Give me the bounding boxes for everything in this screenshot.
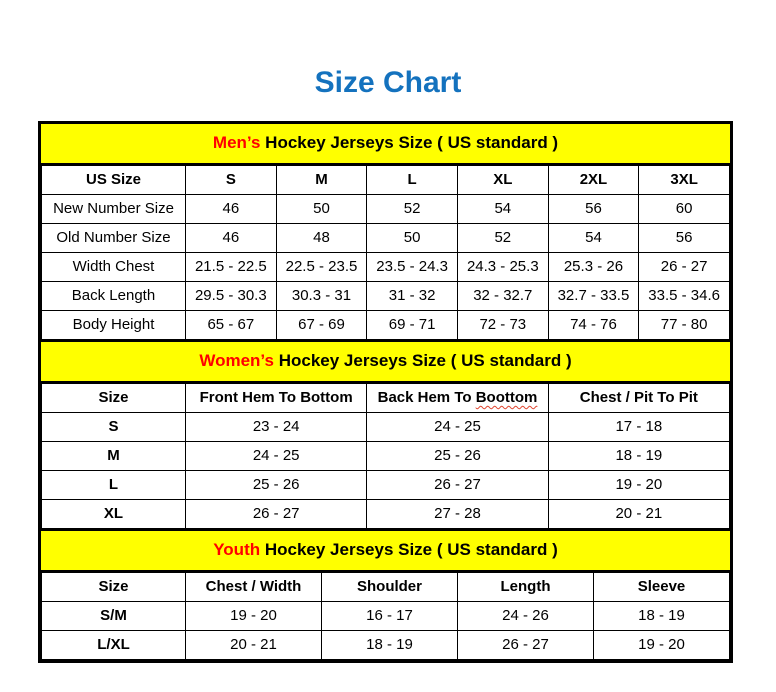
section-header-mens [41, 124, 730, 165]
column-header: L [367, 166, 458, 195]
section-title-rest: Hockey Jerseys Size ( US standard ) [260, 540, 558, 559]
size-value-cell: 32 - 32.7 [457, 282, 548, 311]
size-value-cell: 17 - 18 [548, 413, 729, 442]
size-value-cell: 72 - 73 [457, 311, 548, 340]
column-header: S [186, 166, 277, 195]
column-header: Front Hem To Bottom [186, 384, 367, 413]
size-chart-tables [38, 121, 733, 663]
table-row [42, 500, 730, 529]
row-label: S/M [42, 602, 186, 631]
size-value-cell: 60 [639, 195, 730, 224]
size-value-cell: 18 - 19 [322, 631, 458, 660]
size-value-cell: 30.3 - 31 [276, 282, 367, 311]
size-value-cell: 22.5 - 23.5 [276, 253, 367, 282]
section-title-accent: Women’s [199, 351, 274, 370]
size-value-cell: 21.5 - 22.5 [186, 253, 277, 282]
row-label: Old Number Size [42, 224, 186, 253]
column-header: XL [457, 166, 548, 195]
size-value-cell: 54 [548, 224, 639, 253]
size-value-cell: 16 - 17 [322, 602, 458, 631]
row-label: Body Height [42, 311, 186, 340]
column-header: 3XL [639, 166, 730, 195]
table-row [42, 224, 730, 253]
table-row [42, 442, 730, 471]
row-label: Width Chest [42, 253, 186, 282]
row-label: New Number Size [42, 195, 186, 224]
table-row [42, 311, 730, 340]
size-value-cell: 26 - 27 [458, 631, 594, 660]
size-value-cell: 26 - 27 [186, 500, 367, 529]
section-title-accent: Men’s [212, 133, 261, 152]
table-row [42, 253, 730, 282]
column-header: Length [458, 573, 594, 602]
size-value-cell: 33.5 - 34.6 [639, 282, 730, 311]
table-body-mens [42, 195, 730, 340]
size-value-cell: 24 - 25 [367, 413, 548, 442]
size-value-cell: 19 - 20 [186, 602, 322, 631]
column-header: Sleeve [594, 573, 730, 602]
size-value-cell: 67 - 69 [276, 311, 367, 340]
misspelled-word: Boottom [475, 389, 538, 406]
size-value-cell: 74 - 76 [548, 311, 639, 340]
section-header-womens [41, 340, 730, 383]
column-header: Chest / Pit To Pit [548, 384, 729, 413]
size-value-cell: 52 [367, 195, 458, 224]
size-value-cell: 18 - 19 [548, 442, 729, 471]
header-row [42, 384, 730, 413]
column-header-row-mens [42, 166, 730, 195]
size-grid-womens [41, 383, 730, 529]
column-header: Size [42, 573, 186, 602]
table-body-youth [42, 602, 730, 660]
row-label: S [42, 413, 186, 442]
table-row [42, 602, 730, 631]
size-value-cell: 31 - 32 [367, 282, 458, 311]
table-row [42, 195, 730, 224]
size-value-cell: 20 - 21 [548, 500, 729, 529]
size-value-cell: 52 [457, 224, 548, 253]
size-value-cell: 23 - 24 [186, 413, 367, 442]
table-row [42, 631, 730, 660]
size-value-cell: 25 - 26 [186, 471, 367, 500]
size-value-cell: 19 - 20 [594, 631, 730, 660]
row-label: M [42, 442, 186, 471]
size-value-cell: 48 [276, 224, 367, 253]
size-value-cell: 25 - 26 [367, 442, 548, 471]
size-value-cell: 23.5 - 24.3 [367, 253, 458, 282]
page-title: Size Chart [314, 66, 462, 99]
column-header: M [276, 166, 367, 195]
size-table-youth [41, 529, 730, 660]
row-label: L/XL [42, 631, 186, 660]
size-value-cell: 25.3 - 26 [548, 253, 639, 282]
table-body-womens [42, 413, 730, 529]
size-value-cell: 56 [548, 195, 639, 224]
size-value-cell: 18 - 19 [594, 602, 730, 631]
section-header-youth [41, 529, 730, 572]
size-value-cell: 69 - 71 [367, 311, 458, 340]
table-row [42, 471, 730, 500]
column-header-row-womens [42, 384, 730, 413]
size-value-cell: 56 [639, 224, 730, 253]
column-header-row-youth [42, 573, 730, 602]
size-value-cell: 54 [457, 195, 548, 224]
row-label: Back Length [42, 282, 186, 311]
column-header [367, 384, 548, 413]
size-value-cell: 29.5 - 30.3 [186, 282, 277, 311]
row-label: XL [42, 500, 186, 529]
column-header: 2XL [548, 166, 639, 195]
size-grid-youth [41, 572, 730, 660]
size-value-cell: 46 [186, 224, 277, 253]
table-row [42, 282, 730, 311]
section-title-rest: Hockey Jerseys Size ( US standard ) [260, 133, 559, 152]
row-label: L [42, 471, 186, 500]
size-value-cell: 50 [276, 195, 367, 224]
size-value-cell: 32.7 - 33.5 [548, 282, 639, 311]
size-table-mens [41, 124, 730, 340]
header-row [42, 166, 730, 195]
size-value-cell: 46 [186, 195, 277, 224]
column-header-text: Back Hem To [377, 389, 476, 406]
size-value-cell: 26 - 27 [639, 253, 730, 282]
table-row [42, 413, 730, 442]
column-header: Chest / Width [186, 573, 322, 602]
size-value-cell: 77 - 80 [639, 311, 730, 340]
size-value-cell: 19 - 20 [548, 471, 729, 500]
size-grid-mens [41, 165, 730, 340]
size-value-cell: 65 - 67 [186, 311, 277, 340]
size-value-cell: 27 - 28 [367, 500, 548, 529]
size-table-womens [41, 340, 730, 529]
section-title-accent: Youth [213, 540, 261, 559]
size-value-cell: 24 - 25 [186, 442, 367, 471]
size-value-cell: 20 - 21 [186, 631, 322, 660]
size-value-cell: 50 [367, 224, 458, 253]
section-title-rest: Hockey Jerseys Size ( US standard ) [273, 351, 572, 370]
size-value-cell: 24 - 26 [458, 602, 594, 631]
column-header: Shoulder [322, 573, 458, 602]
column-header: US Size [42, 166, 186, 195]
size-value-cell: 24.3 - 25.3 [457, 253, 548, 282]
size-value-cell: 26 - 27 [367, 471, 548, 500]
column-header: Size [42, 384, 186, 413]
header-row [42, 573, 730, 602]
